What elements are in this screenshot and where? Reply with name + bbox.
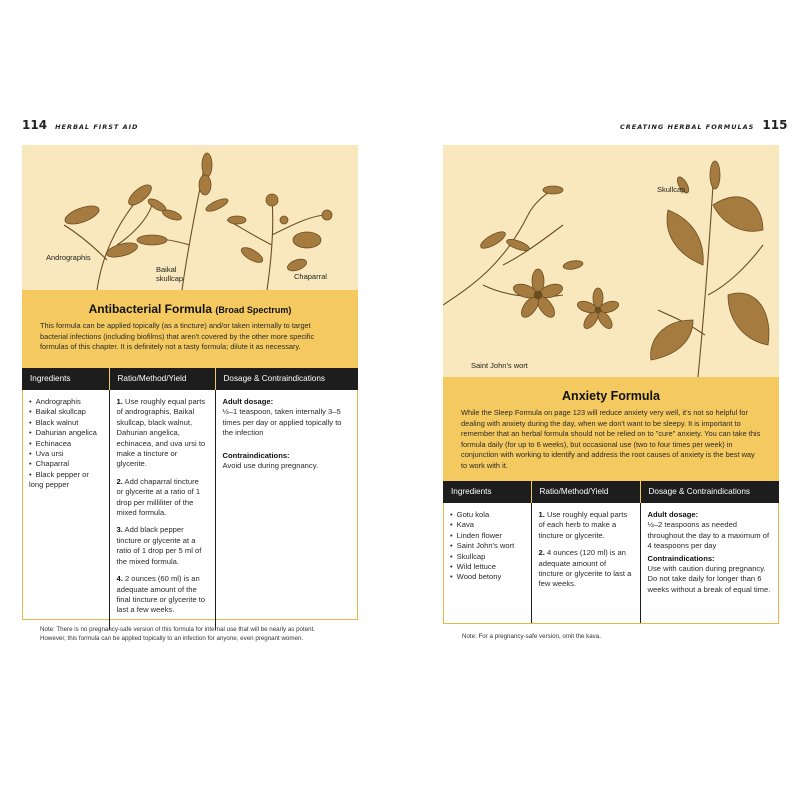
ingredient-item: • Baikal skullcap: [29, 407, 102, 417]
plant-label-andrographis: Andrographis: [46, 253, 91, 262]
method-step: 3. Add black pepper tincture or glycerite at a ratio of 1 drop per 5 ml of the mixed formula.: [116, 525, 202, 566]
ingredient-item: • Saint John's wort: [450, 541, 524, 551]
table-header-row: [22, 368, 358, 390]
col-header-ingredients: Ingredients: [22, 368, 109, 390]
ingredient-item: • Kava: [450, 520, 524, 530]
dosage-block: Adult dosage: ½–1 teaspoon, taken internally 3–5 times per day or applied topically to the infection: [222, 397, 342, 438]
ingredient-item: • Linden flower: [450, 531, 524, 541]
col-header-ratio: Ratio/Method/Yield: [531, 481, 640, 503]
plant-label-baikal-skullcap: Baikal skullcap: [156, 265, 184, 283]
formula-title: Anxiety Formula: [562, 389, 660, 403]
formula-table: [443, 481, 779, 623]
formula-table: [22, 368, 358, 630]
ingredient-item: • Black pepper or long pepper: [29, 470, 102, 491]
ingredient-item: • Echinacea: [29, 439, 102, 449]
ingredients-cell: [22, 390, 109, 630]
col-header-dosage: Dosage & Contraindications: [215, 368, 358, 390]
page-number: 115: [762, 118, 788, 132]
col-header-ratio: Ratio/Method/Yield: [109, 368, 215, 390]
col-header-ingredients: Ingredients: [443, 481, 531, 503]
right-running-header: [620, 118, 787, 138]
dosage-cell: [640, 503, 779, 623]
ingredient-item: • Black walnut: [29, 418, 102, 428]
ingredient-item: • Uva ursi: [29, 449, 102, 459]
formula-intro-band: [22, 290, 358, 368]
method-cell: [531, 503, 640, 623]
ingredient-item: • Skullcap: [450, 552, 524, 562]
table-header-row: [443, 481, 779, 503]
running-head: HERBAL FIRST AID: [55, 123, 139, 131]
method-step: 1. Use roughly equal parts of each herb to make a tincture or glycerite.: [538, 510, 628, 540]
col-header-dosage: Dosage & Contraindications: [640, 481, 779, 503]
botanical-drawing: [22, 145, 358, 290]
footnote: Note: There is no pregnancy-safe version of this formula for internal use that will be nearly as potent. However, this formula can be applied topically to an infection for anyone, even pregnant women.: [40, 626, 316, 642]
dosage-cell: [215, 390, 358, 630]
method-step: 2. Add chaparral tincture or glycerite at a ratio of 1 drop per milliliter of the mixed formula.: [116, 476, 201, 518]
formula-title-main: Antibacterial Formula: [88, 302, 212, 316]
ingredient-item: • Chaparral: [29, 459, 102, 469]
plant-illustration: [22, 145, 358, 290]
method-step: 4. 2 ounces (60 ml) is an adequate amount of the final tincture or glycerite to last a few weeks.: [116, 574, 206, 615]
formula-title: [22, 302, 358, 316]
method-step: 1. Use roughly equal parts of andrographis, Baikal skullcap, black walnut, Dahurian angelica, echinacea, and uva ursi to make a tincture or glycerite.: [116, 397, 206, 469]
formula-intro: This formula can be applied topically (as a tincture) and/or taken internally to target bacterial infections (including biofilms) that aren't covered by the other more specific formulas of this chapter. It is definitely not a tasty formula; dilute it as necessary.: [40, 321, 315, 351]
left-running-header: [22, 118, 138, 138]
running-head: CREATING HERBAL FORMULAS: [620, 123, 755, 131]
page-number: 114: [22, 118, 48, 132]
ingredient-item: • Wood betony: [450, 572, 524, 582]
method-step: 2. 4 ounces (120 ml) is an adequate amount of tincture or glycerite to last a few weeks.: [538, 548, 632, 589]
footnote: Note: For a pregnancy-safe version, omit the kava.: [462, 633, 601, 640]
plant-label-saint-johns-wort: Saint John's wort: [471, 361, 528, 370]
dosage-block: Adult dosage: ½–2 teaspoons as needed throughout the day to a maximum of 4 teaspoons per day: [647, 510, 770, 551]
contraindications-block: Contraindications: Avoid use during pregnancy.: [222, 450, 319, 471]
table-row: [443, 503, 779, 623]
plant-label-chaparral: Chaparral: [294, 272, 327, 281]
formula-subtitle: (Broad Spectrum): [215, 305, 292, 315]
contraindications-block: Contraindications: Use with caution during pregnancy. Do not take daily for longer than 6 weeks without a break of equal time.: [647, 553, 771, 594]
method-cell: [109, 390, 215, 630]
ingredients-cell: [443, 503, 531, 623]
formula-intro-band: [443, 377, 779, 481]
plant-illustration: [443, 145, 779, 377]
table-row: [22, 390, 358, 630]
formula-intro: While the Sleep Formula on page 123 will reduce anxiety very well, it's not so helpful for dealing with anxiety during the day, when we don't want to be sleepy. It is important to remember that an herbal formula should not be relied on to "cure" anxiety. You can take this formula daily (for up to 6 weeks), but occasional use (two to four times per week) in conjunction with working to identify and address the root causes of anxiety is the best way to work with it.: [461, 408, 761, 470]
ingredient-item: • Gotu kola: [450, 510, 524, 520]
ingredient-item: • Dahurian angelica: [29, 428, 102, 438]
botanical-drawing: [443, 145, 779, 377]
ingredient-item: • Wild lettuce: [450, 562, 524, 572]
ingredient-item: • Andrographis: [29, 397, 102, 407]
plant-label-skullcap: Skullcap: [657, 185, 686, 194]
